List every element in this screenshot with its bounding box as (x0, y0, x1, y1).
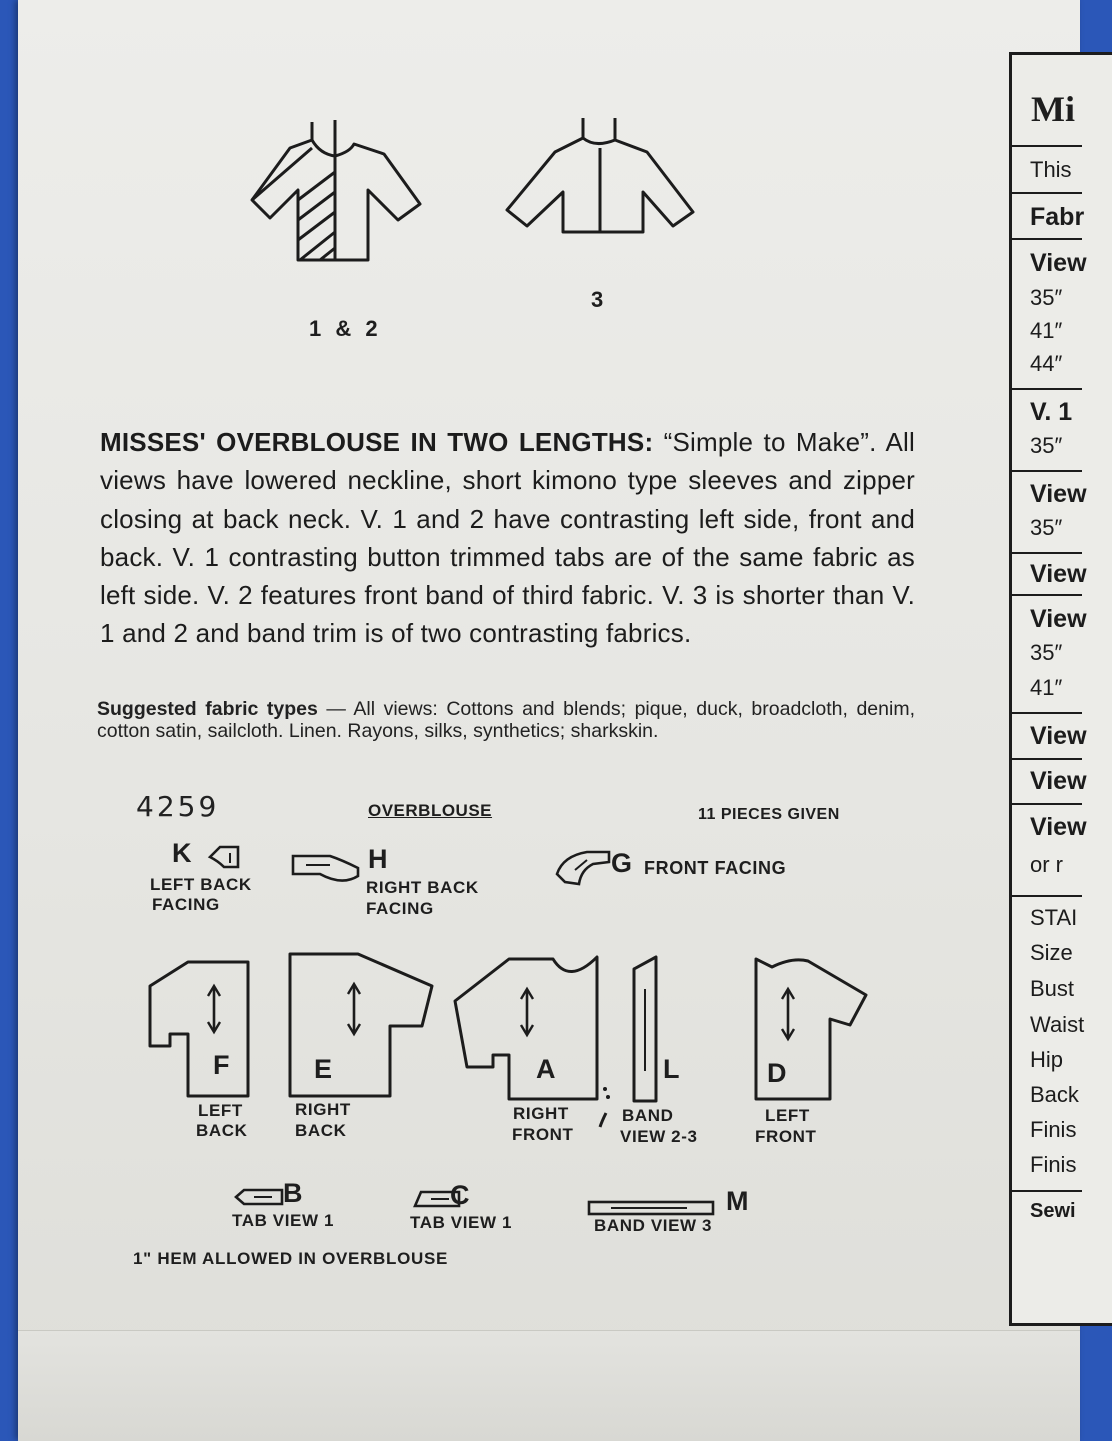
envelope-flap (18, 1330, 1080, 1441)
chart-divider (1012, 192, 1082, 194)
chart-row: Back (1030, 1082, 1079, 1107)
yardage-chart-title: Mi (1031, 89, 1075, 129)
chart-row: Waist (1030, 1012, 1085, 1037)
chart-row: 41″ (1030, 318, 1063, 343)
chart-divider (1012, 552, 1082, 554)
chart-divider (1012, 803, 1082, 805)
piece-h-label-2: FACING (366, 899, 434, 918)
piece-c-letter: C (450, 1180, 470, 1210)
chart-row: 35″ (1030, 433, 1063, 458)
chart-row: STAI (1030, 905, 1078, 930)
piece-b-label: TAB VIEW 1 (232, 1211, 335, 1230)
piece-f-letter: F (213, 1050, 230, 1080)
fabric-types-text: — All views: Cottons and blends; pique, duck, broadcloth, denim, cotton satin, sailcloth. Linen. Rayons, silks, synthetics; sharkskin. (97, 698, 915, 742)
chart-row: 35″ (1030, 640, 1063, 665)
chart-row: Size (1030, 940, 1073, 965)
piece-e-icon (288, 952, 434, 1098)
piece-k-label-1: LEFT BACK (150, 875, 252, 894)
chart-divider (1012, 145, 1082, 147)
chart-row: Finis (1030, 1152, 1077, 1177)
piece-l-letter: L (663, 1054, 680, 1084)
piece-l-label-1: BAND (622, 1106, 674, 1125)
piece-g-icon (553, 848, 611, 886)
chart-divider (1012, 758, 1082, 760)
piece-b-letter: B (283, 1178, 303, 1208)
chart-row: 35″ (1030, 515, 1063, 540)
view-3-sketch (505, 118, 695, 248)
piece-d-label-1: LEFT (765, 1106, 810, 1125)
chart-row: View (1030, 767, 1087, 795)
chart-row: 35″ (1030, 285, 1063, 310)
piece-m-letter: M (726, 1186, 749, 1216)
chart-row: Hip (1030, 1047, 1064, 1072)
chart-row: or r (1030, 852, 1063, 877)
piece-h-icon (290, 852, 362, 888)
pieces-given: 11 PIECES GIVEN (698, 806, 840, 823)
piece-d-letter: D (767, 1058, 787, 1088)
piece-k-label-2: FACING (152, 895, 220, 914)
chart-row: View (1030, 605, 1087, 633)
chart-divider (1012, 895, 1082, 897)
chart-row: V. 1 (1030, 398, 1073, 426)
piece-h-label-1: RIGHT BACK (366, 878, 479, 897)
chart-row: 44″ (1030, 351, 1063, 376)
piece-k-letter: K (172, 838, 192, 868)
piece-e-letter: E (314, 1054, 333, 1084)
pattern-piece-title: OVERBLOUSE (368, 801, 493, 820)
piece-g-label-1: FRONT FACING (644, 858, 787, 878)
fabric-types (97, 698, 915, 742)
chart-divider (1012, 470, 1082, 472)
chart-row: Sewi (1030, 1200, 1076, 1222)
chart-row: View (1030, 480, 1087, 508)
chart-row: This (1030, 157, 1072, 182)
view-1-2-label: 1 & 2 (309, 316, 382, 341)
chart-row: View (1030, 722, 1087, 750)
description-heading: MISSES' OVERBLOUSE IN TWO LENGTHS: (100, 427, 654, 457)
chart-divider (1012, 594, 1082, 596)
chart-row: 41″ (1030, 675, 1063, 700)
chart-divider (1012, 388, 1082, 390)
piece-g-letter: G (611, 848, 633, 878)
piece-e-label-1: RIGHT (295, 1100, 351, 1119)
piece-d-label-2: FRONT (755, 1127, 817, 1146)
chart-row: View (1030, 813, 1087, 841)
chart-row: View (1030, 560, 1087, 588)
hem-note: 1" HEM ALLOWED IN OVERBLOUSE (133, 1249, 449, 1268)
description-body: “Simple to Make”. All views have lowered neckline, short kimono type sleeves and zipper closing at back neck. V. 1 and 2 have contrasting left side, front and back. V. 1 contrasting button trimmed tabs are of the same fabric as left side. V. 2 features front band of third fabric. V. 3 is shorter than V. 1 and 2 and band trim is of two contrasting fabrics. (100, 427, 915, 649)
piece-f-icon (148, 958, 260, 1098)
piece-b-icon (234, 1188, 284, 1206)
piece-f-label-1: LEFT (198, 1101, 243, 1120)
piece-a-letter: A (536, 1054, 556, 1084)
pattern-number: 4259 (136, 790, 220, 823)
chart-row: Finis (1030, 1117, 1077, 1142)
piece-a-icon (453, 955, 599, 1101)
chart-row: Bust (1030, 976, 1075, 1001)
fabric-types-lead: Suggested fabric types (97, 698, 318, 720)
view-3-label: 3 (591, 287, 608, 312)
piece-a-label-1: RIGHT (513, 1104, 569, 1123)
piece-e-label-2: BACK (295, 1121, 347, 1140)
piece-h-letter: H (368, 844, 388, 874)
piece-m-icon (587, 1200, 715, 1216)
piece-l-icon (630, 955, 660, 1105)
piece-c-label: TAB VIEW 1 (410, 1213, 513, 1232)
description (100, 423, 915, 653)
chart-row: View (1030, 249, 1087, 277)
chart-divider (1012, 712, 1082, 714)
piece-f-label-2: BACK (196, 1121, 248, 1140)
chart-divider (1012, 1190, 1082, 1192)
piece-l-label-2: VIEW 2-3 (620, 1127, 698, 1146)
chart-row: Fabr (1030, 203, 1085, 231)
piece-m-label: BAND VIEW 3 (594, 1216, 713, 1235)
piece-a-label-2: FRONT (512, 1125, 574, 1144)
decorative-mark (598, 1085, 612, 1129)
piece-k-icon (206, 843, 242, 873)
chart-divider (1012, 238, 1082, 240)
view-1-2-sketch (250, 120, 440, 310)
